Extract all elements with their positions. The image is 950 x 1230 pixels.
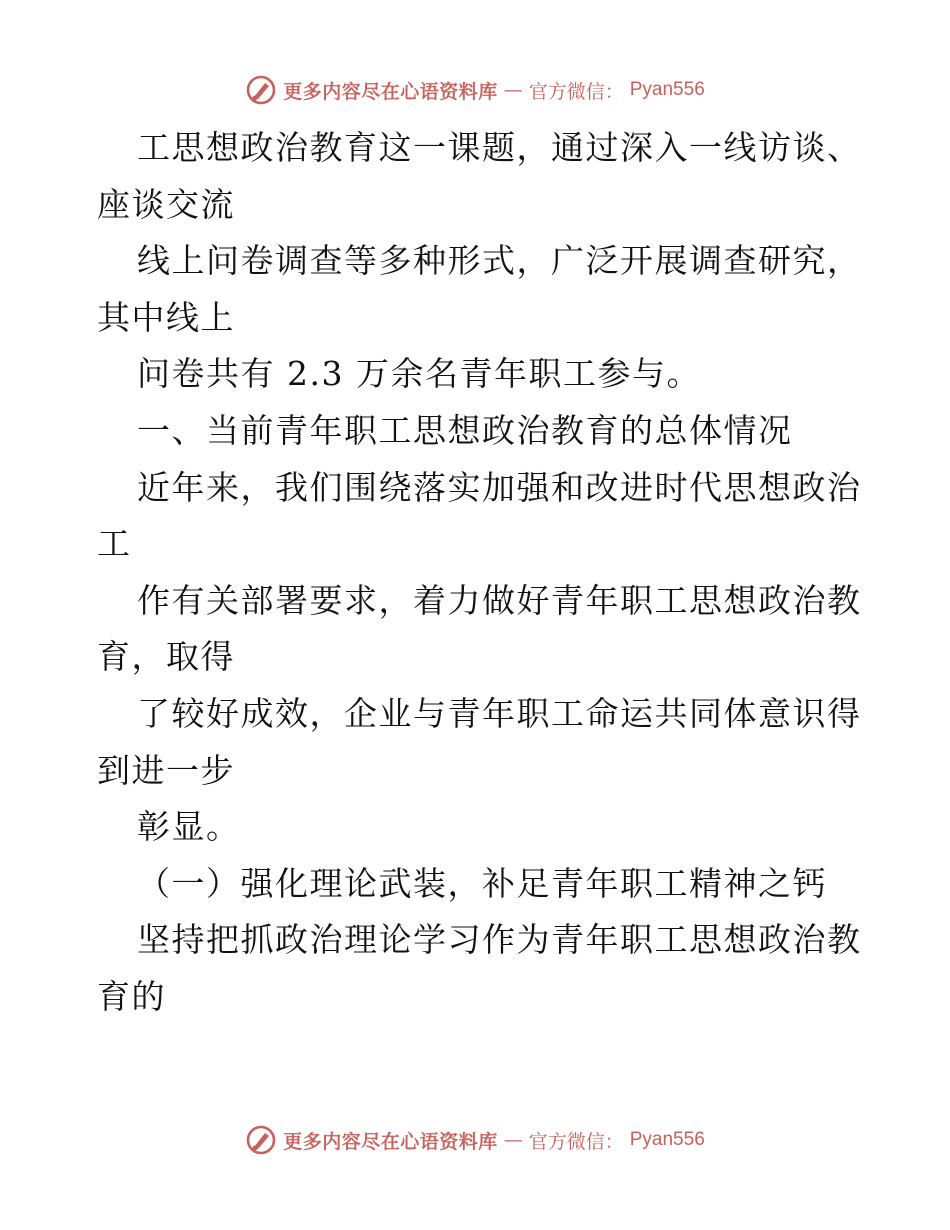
watermark-separator: — xyxy=(503,1129,523,1151)
watermark-secondary-text: 官方微信： xyxy=(528,1130,624,1153)
header-watermark xyxy=(0,70,950,110)
watermark-separator: — xyxy=(503,79,523,101)
text-line: 其中线上 xyxy=(97,297,235,337)
text-line: 了较好成效，企业与青年职工命运共同体意识得 xyxy=(137,693,862,733)
text-line: 工思想政治教育这一课题，通过深入一线访谈、 xyxy=(137,128,862,167)
watermark-wechat-id: Pyan556 xyxy=(629,79,705,100)
watermark-main-text: 更多内容尽在心语资料库 xyxy=(283,1130,498,1153)
text-line: 彰显。 xyxy=(137,807,241,847)
brush-logo-icon xyxy=(245,74,277,106)
document-body xyxy=(97,120,862,1026)
text-line: 育，取得 xyxy=(97,637,235,677)
text-line: 座谈交流 xyxy=(97,184,235,224)
text-line: 育的 xyxy=(97,976,166,1016)
text-line: 作有关部署要求，着力做好青年职工思想政治教 xyxy=(137,580,862,620)
brush-logo-icon xyxy=(245,1124,277,1156)
watermark-secondary-text: 官方微信： xyxy=(528,80,624,103)
text-line: 问卷共有 2.3 万余名青年职工参与。 xyxy=(137,354,701,394)
text-line: 工 xyxy=(97,524,132,564)
text-line: 近年来，我们围绕落实加强和改进时代思想政治 xyxy=(137,467,862,507)
text-line: 线上问卷调查等多种形式，广泛开展调查研究， xyxy=(137,241,862,281)
text-line: 到进一步 xyxy=(97,750,235,790)
subsection-heading: （一）强化理论武装，补足青年职工精神之钙 xyxy=(137,863,827,903)
watermark-wechat-id: Pyan556 xyxy=(629,1129,705,1150)
section-heading: 一、当前青年职工思想政治教育的总体情况 xyxy=(137,410,793,450)
footer-watermark xyxy=(0,1120,950,1160)
text-line: 坚持把抓政治理论学习作为青年职工思想政治教 xyxy=(137,920,862,960)
watermark-main-text: 更多内容尽在心语资料库 xyxy=(283,80,498,103)
